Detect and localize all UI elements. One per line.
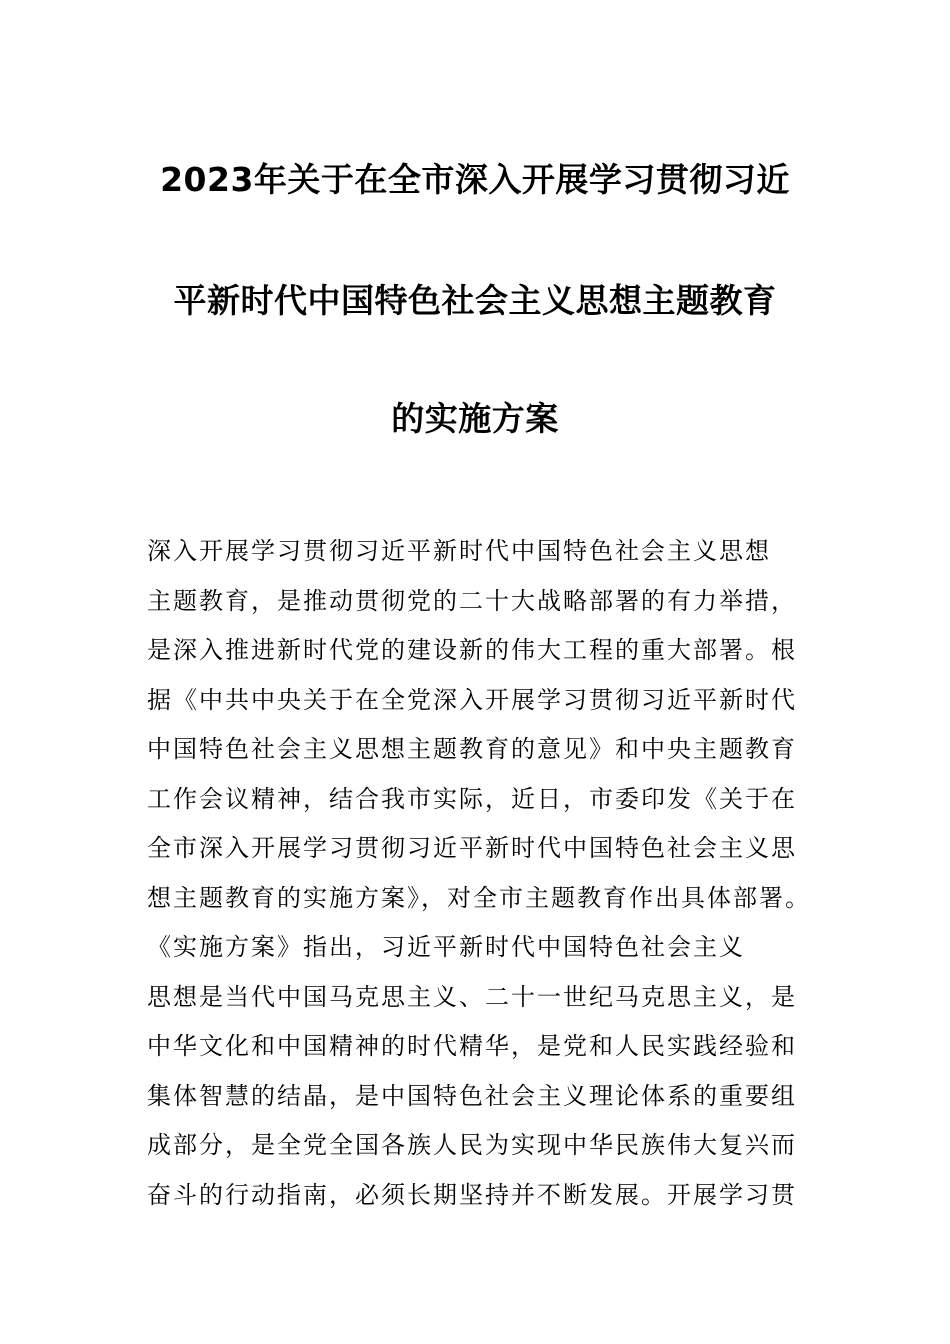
body-text-line: 想主题教育的实施方案》，对全市主题教育作出具体部署。 [147, 884, 811, 912]
body-text-line: 中国特色社会主义思想主题教育的意见》和中央主题教育 [147, 735, 797, 763]
body-text-line: 据《中共中央关于在全党深入开展学习贯彻习近平新时代 [147, 686, 797, 714]
body-text-line: 全市深入开展学习贯彻习近平新时代中国特色社会主义思 [147, 834, 797, 862]
body-text-line: 奋斗的行动指南，必须长期坚持并不断发展。开展学习贯 [147, 1181, 797, 1209]
body-text-line: 成部分，是全党全国各族人民为实现中华民族伟大复兴而 [147, 1131, 797, 1159]
body-text-line: 主题教育，是推动贯彻党的二十大战略部署的有力举措， [147, 587, 797, 615]
body-text-line: 深入开展学习贯彻习近平新时代中国特色社会主义思想 [147, 537, 771, 565]
document-title-line-2: 平新时代中国特色社会主义思想主题教育 [173, 281, 777, 320]
body-text-line: 《实施方案》指出，习近平新时代中国特色社会主义 [147, 933, 745, 961]
body-text-line: 思想是当代中国马克思主义、二十一世纪马克思主义，是 [147, 983, 797, 1011]
body-text-line: 是深入推进新时代党的建设新的伟大工程的重大部署。根 [147, 636, 797, 664]
document-title-line-1: 2023年关于在全市深入开展学习贯彻习近 [160, 160, 790, 199]
document-title-line-3: 的实施方案 [391, 399, 559, 438]
body-text-line: 中华文化和中国精神的时代精华，是党和人民实践经验和 [147, 1032, 797, 1060]
body-text-line: 集体智慧的结晶，是中国特色社会主义理论体系的重要组 [147, 1082, 797, 1110]
body-text-line: 工作会议精神，结合我市实际，近日，市委印发《关于在 [147, 785, 797, 813]
